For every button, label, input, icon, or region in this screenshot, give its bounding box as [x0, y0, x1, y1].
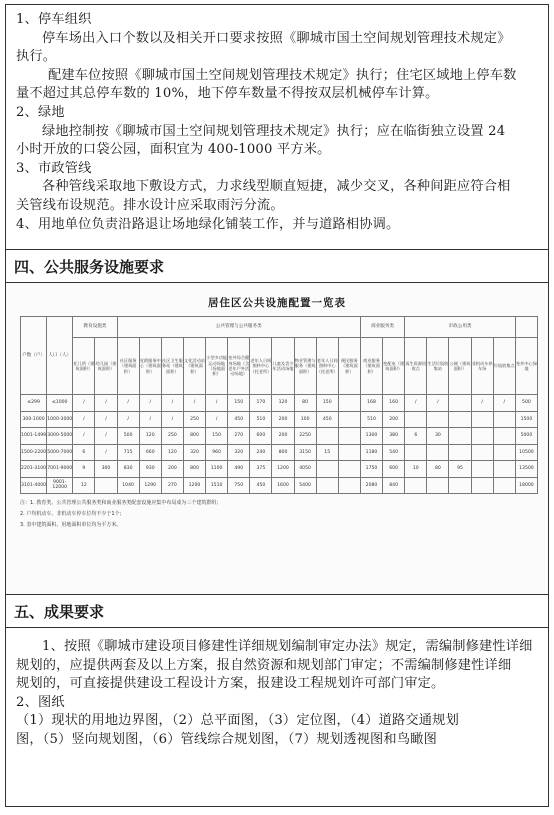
table-cell: 5400 — [294, 477, 316, 494]
table-cell — [338, 444, 360, 461]
table-cell: 830 — [117, 461, 139, 478]
table-cell: 930 — [139, 461, 161, 478]
table-cell: 1040 — [117, 477, 139, 494]
table-cell — [338, 461, 360, 478]
table-cell: 5000 — [515, 428, 537, 445]
table-cell: 250 — [161, 428, 183, 445]
table-cell: 18000 — [515, 477, 537, 494]
col-header: 小型多功能运动场地（场地面积） — [206, 338, 228, 395]
table-notes — [20, 498, 548, 531]
table-cell: 1750 — [360, 461, 382, 478]
table-cell: 450 — [250, 477, 272, 494]
table-cell: 715 — [117, 444, 139, 461]
table-cell: 840 — [383, 477, 405, 494]
paragraph-line: 关管线布设规范。排水设计应采取雨污分流。 — [16, 197, 284, 213]
table-cell: 200 — [272, 411, 294, 428]
table-cell: 510 — [250, 411, 272, 428]
table-cell — [493, 444, 515, 461]
table-cell: 540 — [383, 444, 405, 461]
table-cell: 270 — [161, 477, 183, 494]
table-group-header-row — [21, 317, 538, 338]
col-header: 幼儿园（建筑面积） — [95, 338, 117, 395]
table-cell: / — [161, 411, 183, 428]
table-row — [21, 428, 538, 445]
table-cell: 1600 — [272, 477, 294, 494]
facility-table — [20, 316, 538, 494]
table-cell: 120 — [161, 444, 183, 461]
paragraph-line: 执行。 — [16, 49, 57, 65]
col-header: 生活垃圾收集站 — [427, 338, 449, 395]
facility-table-block — [6, 283, 548, 595]
paragraph-line: 小时开放的口袋公园，面积宜为 400-1000 平方米。 — [16, 142, 331, 158]
col-header: 老年人日间照料中心（托老所） — [250, 338, 272, 395]
paragraph-line: 停车场出入口个数以及相关开口要求按照《聊城市国土空间规划管理技术规定》 — [42, 30, 511, 46]
table-row — [21, 477, 538, 494]
table-cell: 300 — [95, 461, 117, 478]
paragraph-line: （1）现状的用地边界图，（2）总平面图，（3）定位图，（4）道路交通规划 — [16, 713, 459, 729]
table-column-header-row — [21, 338, 538, 395]
table-cell: / — [493, 395, 515, 412]
table-cell: 300-1000 — [21, 411, 47, 428]
table-cell — [493, 411, 515, 428]
table-cell: / — [161, 395, 183, 412]
table-cell: 450 — [316, 411, 338, 428]
paragraph-line: 规划的，可直接提供建设工程设计方案，报建设工程规划许可部门审定。 — [16, 676, 445, 692]
group-header-empty — [515, 317, 537, 338]
table-cell: 9001-12000 — [47, 477, 73, 494]
section-heading-deliverables: 五、成果要求 — [6, 595, 548, 628]
table-cell: 3000-5000 — [47, 428, 73, 445]
table-cell: 320 — [228, 444, 250, 461]
table-cell: 1100 — [206, 461, 228, 478]
table-title: 居住区公共设施配置一览表 — [208, 297, 346, 309]
table-cell: / — [95, 428, 117, 445]
table-cell: 600 — [250, 428, 272, 445]
table-row — [21, 395, 538, 412]
table-cell: / — [95, 411, 117, 428]
paragraph-line: 1、按照《聊城市建设项目修建性详细规划编制审定办法》规定，需编制修建性详细 — [42, 639, 533, 654]
table-cell: 200 — [383, 411, 405, 428]
table-cell — [449, 428, 471, 445]
table-cell — [338, 395, 360, 412]
table-cell: 2080 — [360, 477, 382, 494]
table-cell: 120 — [272, 395, 294, 412]
table-row — [21, 461, 538, 478]
table-cell — [338, 477, 360, 494]
table-cell: / — [183, 395, 205, 412]
table-cell: 80 — [294, 395, 316, 412]
section-heading-public-facilities: 四、公共服务设施要求 — [6, 250, 548, 283]
item-drawings-heading: 2、图纸 — [16, 694, 65, 710]
col-header: 室外综合健身场地（含老年户外活动场地） — [228, 338, 250, 395]
table-cell: 200 — [161, 461, 183, 478]
col-header: 户数（户） — [21, 317, 47, 395]
table-cell — [316, 477, 338, 494]
table-cell — [449, 477, 471, 494]
table-cell — [449, 444, 471, 461]
col-header: 公厕（建筑面积） — [449, 338, 471, 395]
table-cell: 168 — [360, 395, 382, 412]
table-cell: 1510 — [206, 477, 228, 494]
col-header: 再生资源回收点 — [405, 338, 427, 395]
table-cell: 13500 — [515, 461, 537, 478]
table-cell — [471, 477, 493, 494]
table-cell: / — [427, 395, 449, 412]
table-cell — [338, 428, 360, 445]
table-cell — [493, 477, 515, 494]
table-cell — [449, 395, 471, 412]
table-cell: 5000-7000 — [47, 444, 73, 461]
paragraph-line: 量不超过其总停车数的 10%，地下停车数量不得按双层机械停车计算。 — [16, 86, 439, 102]
col-header: 社区服务（建筑面积） — [117, 338, 139, 395]
col-header: 党群服务中心（建筑面积） — [139, 338, 161, 395]
table-cell: 960 — [206, 444, 228, 461]
group-header: 市政公用类 — [405, 317, 516, 338]
table-cell: 7001-9000 — [47, 461, 73, 478]
table-cell: / — [206, 411, 228, 428]
col-header: 室外中心绿地 — [515, 338, 537, 395]
table-cell: 1290 — [139, 477, 161, 494]
table-cell: 510 — [360, 411, 382, 428]
paragraph-line: 配建车位按照《聊城市国土空间规划管理技术规定》执行；住宅区域地上停车数 — [48, 67, 517, 83]
table-cell: / — [139, 411, 161, 428]
table-cell: 800 — [183, 461, 205, 478]
table-cell — [316, 461, 338, 478]
table-cell — [95, 477, 117, 494]
paragraph-line: 各种管线采取地下敷设方式，力求线型顺直短捷，减少交叉，各种间距应符合相 — [42, 179, 511, 195]
table-cell — [493, 461, 515, 478]
table-cell: 380 — [383, 428, 405, 445]
table-cell: 800 — [183, 428, 205, 445]
table-cell: 1200 — [183, 477, 205, 494]
table-cell: 12 — [73, 477, 95, 494]
table-cell: 450 — [228, 411, 250, 428]
table-note: 3. 表中建筑面积、用地面积单位均为平方米。 — [20, 522, 122, 528]
table-cell: / — [139, 395, 161, 412]
table-cell: 1200 — [272, 461, 294, 478]
table-cell: 600 — [383, 461, 405, 478]
table-cell — [316, 428, 338, 445]
col-header: 便民服务（建筑面积） — [338, 338, 360, 395]
table-cell: 500 — [515, 395, 537, 412]
table-cell: 490 — [228, 461, 250, 478]
table-cell: 10 — [405, 461, 427, 478]
col-header: 老年人日间照料中心（托老所） — [316, 338, 338, 395]
table-cell — [405, 477, 427, 494]
table-cell: 1180 — [360, 444, 382, 461]
table-cell: 250 — [183, 411, 205, 428]
col-header: 物业管理与服务（建筑面积） — [294, 338, 316, 395]
table-note: 2. 户均机动车、非机动车停车位均不少于1个； — [20, 511, 125, 517]
table-cell — [471, 428, 493, 445]
table-cell: 320 — [183, 444, 205, 461]
table-cell: 3101-4000 — [21, 477, 47, 494]
table-cell: 150 — [316, 395, 338, 412]
table-cell — [493, 428, 515, 445]
table-cell: 160 — [383, 395, 405, 412]
table-cell: 660 — [139, 444, 161, 461]
table-cell: / — [73, 411, 95, 428]
table-cell: / — [117, 395, 139, 412]
table-cell: 95 — [449, 461, 471, 478]
document-page — [5, 4, 549, 807]
table-cell — [471, 461, 493, 478]
table-cell: 1500 — [515, 411, 537, 428]
deliverables-block — [6, 628, 548, 804]
table-cell: / — [95, 444, 117, 461]
table-cell: 200 — [272, 428, 294, 445]
col-header: 垃圾收集点 — [493, 338, 515, 395]
col-header: 人口（人） — [47, 317, 73, 395]
col-header: 托儿所（建筑面积） — [73, 338, 95, 395]
table-cell — [449, 411, 471, 428]
item-parking-heading: 1、停车组织 — [16, 12, 92, 27]
col-header: 变配电（建筑面积） — [383, 338, 405, 395]
table-row — [21, 411, 538, 428]
table-cell: 1000-3000 — [47, 411, 73, 428]
item-pipelines-heading: 3、市政管线 — [16, 160, 92, 176]
table-note: 注：1. 教育类、公共管理公共服务类和商业服务类配套设施应集中布局成为三个建筑群组； — [20, 500, 222, 506]
table-cell — [427, 444, 449, 461]
table-cell: 1300 — [360, 428, 382, 445]
table-cell: / — [405, 395, 427, 412]
table-cell: 9 — [73, 461, 95, 478]
planning-requirements-block — [6, 5, 548, 250]
table-cell: / — [73, 428, 95, 445]
table-cell — [405, 444, 427, 461]
item-setback-line: 4、用地单位负责沿路退让场地绿化铺装工作，并与道路相协调。 — [16, 216, 400, 232]
table-cell: 800 — [272, 444, 294, 461]
table-cell — [471, 444, 493, 461]
table-cell: 270 — [228, 428, 250, 445]
table-cell: 100 — [294, 411, 316, 428]
table-cell — [427, 411, 449, 428]
table-cell: 750 — [228, 477, 250, 494]
table-cell: 30 — [427, 428, 449, 445]
table-cell: 15 — [316, 444, 338, 461]
table-cell: 2250 — [294, 428, 316, 445]
table-cell: 10500 — [515, 444, 537, 461]
col-header: 非机动车停车场 — [471, 338, 493, 395]
table-cell: / — [206, 395, 228, 412]
table-cell — [405, 411, 427, 428]
table-cell: 80 — [427, 461, 449, 478]
paragraph-line: 规划的，应提供两套及以上方案，报自然资源和规划部门审定；不需编制修建性详细 — [16, 657, 512, 673]
table-cell: 150 — [206, 428, 228, 445]
table-cell: / — [471, 395, 493, 412]
table-cell: / — [95, 395, 117, 412]
table-cell: 6 — [405, 428, 427, 445]
col-header: 商业服务（建筑面积） — [360, 338, 382, 395]
table-cell: 375 — [250, 461, 272, 478]
col-header: 儿童及青少年活动场地 — [272, 338, 294, 395]
col-header: 文化活动站（建筑面积） — [183, 338, 205, 395]
table-cell: 3150 — [294, 444, 316, 461]
table-cell: ≤299 — [21, 395, 47, 412]
table-cell: 170 — [250, 395, 272, 412]
paragraph-line: 绿地控制按《聊城市国土空间规划管理技术规定》执行；应在临街独立设置 24 — [42, 123, 506, 139]
table-cell — [427, 477, 449, 494]
table-cell: / — [73, 395, 95, 412]
table-cell: 240 — [250, 444, 272, 461]
table-cell — [471, 411, 493, 428]
table-row — [21, 444, 538, 461]
table-cell: / — [117, 411, 139, 428]
table-cell: 500 — [117, 428, 139, 445]
table-cell: 1001-1499 — [21, 428, 47, 445]
group-header: 教育设施类 — [73, 317, 117, 338]
table-cell: 120 — [139, 428, 161, 445]
col-header: 社区卫生服务站（建筑面积） — [161, 338, 183, 395]
table-cell: 6 — [73, 444, 95, 461]
paragraph-line: 图，（5）竖向规划图，（6）管线综合规划图，（7）规划透视图和鸟瞰图 — [16, 731, 437, 747]
item-greenland-heading: 2、绿地 — [16, 104, 65, 120]
table-cell: 150 — [228, 395, 250, 412]
table-cell: ≤1000 — [47, 395, 73, 412]
group-header: 商业服务类 — [360, 317, 404, 338]
table-cell: 1500-2200 — [21, 444, 47, 461]
table-cell — [338, 411, 360, 428]
table-cell: 4050 — [294, 461, 316, 478]
group-header: 公共管理与公共服务类 — [117, 317, 360, 338]
table-cell: 2201-3100 — [21, 461, 47, 478]
